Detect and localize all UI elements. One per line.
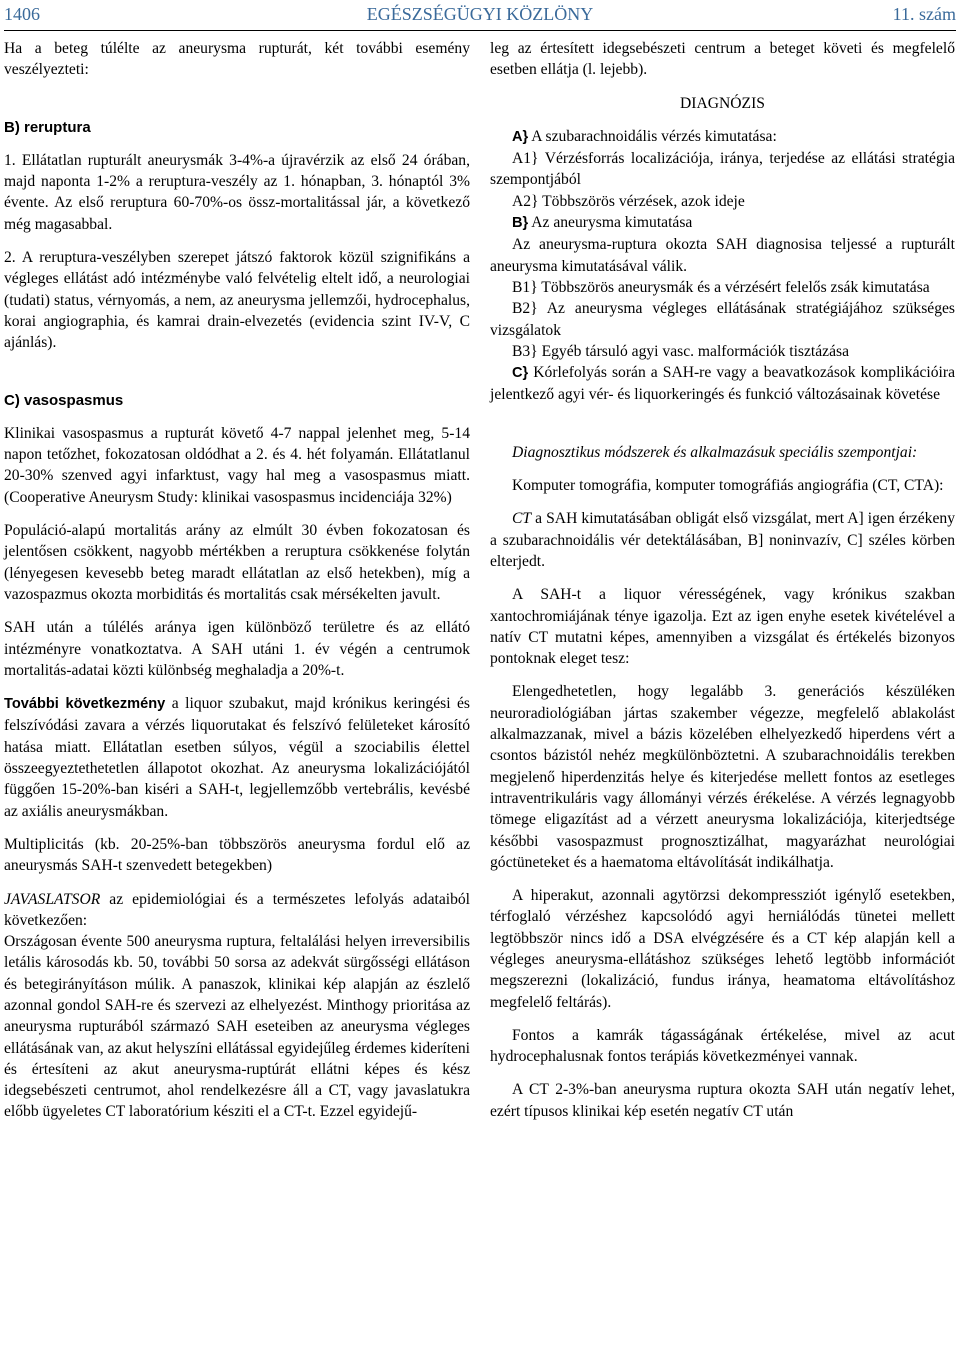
item-b-label: B} xyxy=(512,215,529,232)
paragraph-c1: Klinikai vasospasmus a rupturát követő 4-7 nappal jelenhet meg, 5-14 napon tetőzhet, fokozatosan oldódhat a 2. és 4. hét folyamán. Ellátatlanul 20-30% szenved agyi infarktust, vagy hal meg a vasospasmus miatt. (Cooperative Aneurysm Study: klinikai vasospasmus incidenciája 32%) xyxy=(4,424,470,506)
item-b2: B2} Az aneurysma végleges ellátásának stratégiájához szükséges vizsgálatok xyxy=(490,300,955,339)
item-a-label: A} xyxy=(512,128,529,145)
item-b1: B1} Többszörös aneurysmák és a vérzésért felelős zsák kimutatása xyxy=(512,278,930,296)
paragraph-recommendations xyxy=(4,889,470,932)
paragraph-further-consequence xyxy=(4,693,470,822)
paragraph-ct-negative: A CT 2-3%-ban aneurysma ruptura okozta SAH után negatív lehet, ezért típusos klinikai kép esetén negatív CT után xyxy=(490,1081,955,1120)
issue-number: 11. szám xyxy=(892,4,956,24)
item-b3: B3} Egyéb társuló agyi vasc. malformációk tisztázása xyxy=(512,342,850,360)
recommendations-text: az epidemiológiai és a természetes lefolyás adataiból következően: xyxy=(4,890,470,929)
section-b-heading: B) reruptura xyxy=(4,118,91,136)
paragraph-multiplicity: Multiplicitás (kb. 20-25%-ban többszörös aneurysma fordul elő az aneurysmás SAH-t szenvedett betegekben) xyxy=(4,835,470,875)
paragraph-ventricles: Fontos a kamrák tágasságának értékelése, mivel az acut hydrocephalusnak fontos terápiás következményei vannak. xyxy=(490,1026,955,1066)
item-b-paragraph: Az aneurysma-ruptura okozta SAH diagnosisa teljessé a rupturált aneurysma kimutatásával válik. xyxy=(490,236,955,275)
paragraph-b1: 1. Ellátatlan rupturált aneurysmák 3-4%-a újravérzik az első 24 órában, majd naponta 1-2% a reruptura-veszély az 1. hónapban, 3. hónaptól 3% évente. Az első reruptura 60-70%-os össz-mortalitással jár, a következő még magasabbal. xyxy=(4,151,470,233)
paragraph-b2: 2. A reruptura-veszélyben szerepet játszó faktorok közül szignifikáns a végleges ellátást adó intézménybe való felvételig eltelt idő, a neurologiai (tudati) status, vérnyomás, a nem, az aneurysma jellemzői, hydrocephalus, korai angiographia, és kamrai drain-elvezetés (evidencia szint IV-V, C ajánlás). xyxy=(4,249,470,352)
paragraph-liquor: A SAH-t a liquor vérességének, vagy krónikus szakban xantochromiájának ténye igazolja. Ezt az igen enyhe esetek kivételével a natív CT mutatni képes, amennyiben a vizsgálat és értékelés bizonyos pontoknak eleget tesz: xyxy=(490,586,955,668)
further-consequence-text: a liquor szubakut, majd krónikus keringési és felszívódási zavara a vérzés liquorutakat és felszívó felületeket károsító hatása miatt. Ellátatlan esetben súlyos, végül a szociabilis élettel összeegyeztethetetlen állapotot okozhat. Az aneurysma lokalizációjától függően 15-20%-ban kiséri a SAH-t, legjellemzőbb vertebrális, kevésbé az axiális aneurysmákban. xyxy=(4,695,470,820)
item-b xyxy=(490,212,955,234)
diagnosis-heading: DIAGNÓZIS xyxy=(680,94,765,112)
paragraph-essential: Elengedhetetlen, hogy legalább 3. generációs készüléken neuroradiológiában jártas szakember végezze, megfelelő ablakolást alkalmazzanak, mivel a bázis közelében elhelyezkedő hiperdens vért a csontos bázistól nehéz megkülönböztetni. A szubarachnoidális terekben megjelenő hiperdenzitás helye és kiterjedése mellett fontos az esetleges intraventrikuláris vagy állományi vérzés érékelése. A vérzés legnagyobb tömege eligazítást ad a vérzett aneurysma lokalizációja, kiterjedtsége későbbi vasospazmust prognosztizálhat, magyarázhat neurológiai góctüneteket és a haematoma eltávolítását indikálhatja. xyxy=(490,683,955,871)
item-c-label: C} xyxy=(512,365,529,382)
paragraph-continuation: leg az értesített idegsebészeti centrum a beteget követi és megfelelő esetben ellátja (l. lejebb). xyxy=(490,40,955,79)
item-a2: A2} Többszörös vérzések, azok ideje xyxy=(512,192,745,210)
item-c xyxy=(490,362,955,406)
section-c-heading: C) vasospasmus xyxy=(4,391,124,409)
item-a-text: A szubarachnoidális vérzés kimutatása: xyxy=(528,127,777,145)
page-header xyxy=(4,0,956,31)
ct-label: CT xyxy=(512,510,532,528)
recommendations-label: JAVASLATSOR xyxy=(4,890,101,908)
paragraph-hyperacute: A hiperakut, azonnali agytörzsi dekompressziót igénylő esetekben, térfoglaló vérzéshez kapcsolódó agyi herniálódás tünetei mellett legtöbbször nincs idő a DSA elvégzésére és a CT kép alapján kell a végleges aneurysma-ellátáshoz szükséges lehető legtöbb információt megszerezni (lokalizáció, fundus iránya, heamatoma eltávolításhoz megfelelő feltárás). xyxy=(490,887,955,1011)
diagnostic-methods-heading: Diagnosztikus módszerek és alkalmazásuk speciális szempontjai: xyxy=(512,443,918,461)
intro-paragraph: Ha a beteg túlélte az aneurysma rupturát, két további esemény veszélyezteti: xyxy=(4,40,470,79)
right-column xyxy=(490,38,955,1122)
item-a1: A1} Vérzésforrás localizációja, iránya, terjedése az ellátási stratégia szempontjából xyxy=(490,150,955,189)
further-consequence-label: További következmény xyxy=(4,696,166,713)
paragraph-national: Országosan évente 500 aneurysma ruptura, feltalálási helyen irreversibilis letális károsodás kb. 50, további 50 sorsa az adekvát sürgősségi ellátáson és betegirányításon múlik. A panaszok, klinikai kép alapján az észlelő azonnal gondol SAH-re és szervezi az elhelyezést. Minthogy prioritása az aneurysma rupturából származó SAH eseteiben az aneurysma végleges ellátásának van, az akut helyszíni ellátással egyidejűleg érdemes kideríteni és értesíteni az akut aneurysma-ruptúrát ellátni képes és kész idegsebészeti centrumot, ahol rendelkezésre áll a CT, vagy javaslatukra előbb ügyeletes CT laboratórium késziti el a CT-t. Ezzel egyidejű- xyxy=(4,933,470,1121)
paragraph-ct xyxy=(490,508,955,572)
item-a xyxy=(490,126,955,148)
journal-title: EGÉSZSÉGÜGYI KÖZLÖNY xyxy=(366,4,594,24)
ct-title: Komputer tomográfia, komputer tomográfiás angiográfia (CT, CTA): xyxy=(512,477,944,495)
paragraph-sah-survival: SAH után a túlélés aránya igen különböző területre és az ellátó intézményre vonatkoztatva. A SAH utáni 1. év végén a centrumok mortalitás-adatai közti különbség meghaladja a 20%-t. xyxy=(4,619,470,679)
ct-text: a SAH kimutatásában obligát első vizsgálat, mert A] igen érzékeny a szubarachnoidális vér detektálásában, B] noninvazív, C] széles körben elterjedt. xyxy=(490,510,955,570)
paragraph-population: Populáció-alapú mortalitás arány az elmúlt 30 évben fokozatosan és jelentősen csökkent, nagyobb mértékben a reruptura csökkenése folytán (lényegesen kevesebb beteg maradt ellátatlan az első hetekben), míg a vazospazmus okozta morbiditás és mortalitás csak mérsékelten javult. xyxy=(4,522,470,603)
item-c-text: Kórlefolyás során a SAH-re vagy a beavatkozások komplikációira jelentkező agyi vér- és liquorkeringés és funkció változásainak követése xyxy=(490,364,955,404)
page-number: 1406 xyxy=(4,4,40,24)
left-column xyxy=(4,38,470,1123)
item-b-text: Az aneurysma kimutatása xyxy=(528,214,693,232)
